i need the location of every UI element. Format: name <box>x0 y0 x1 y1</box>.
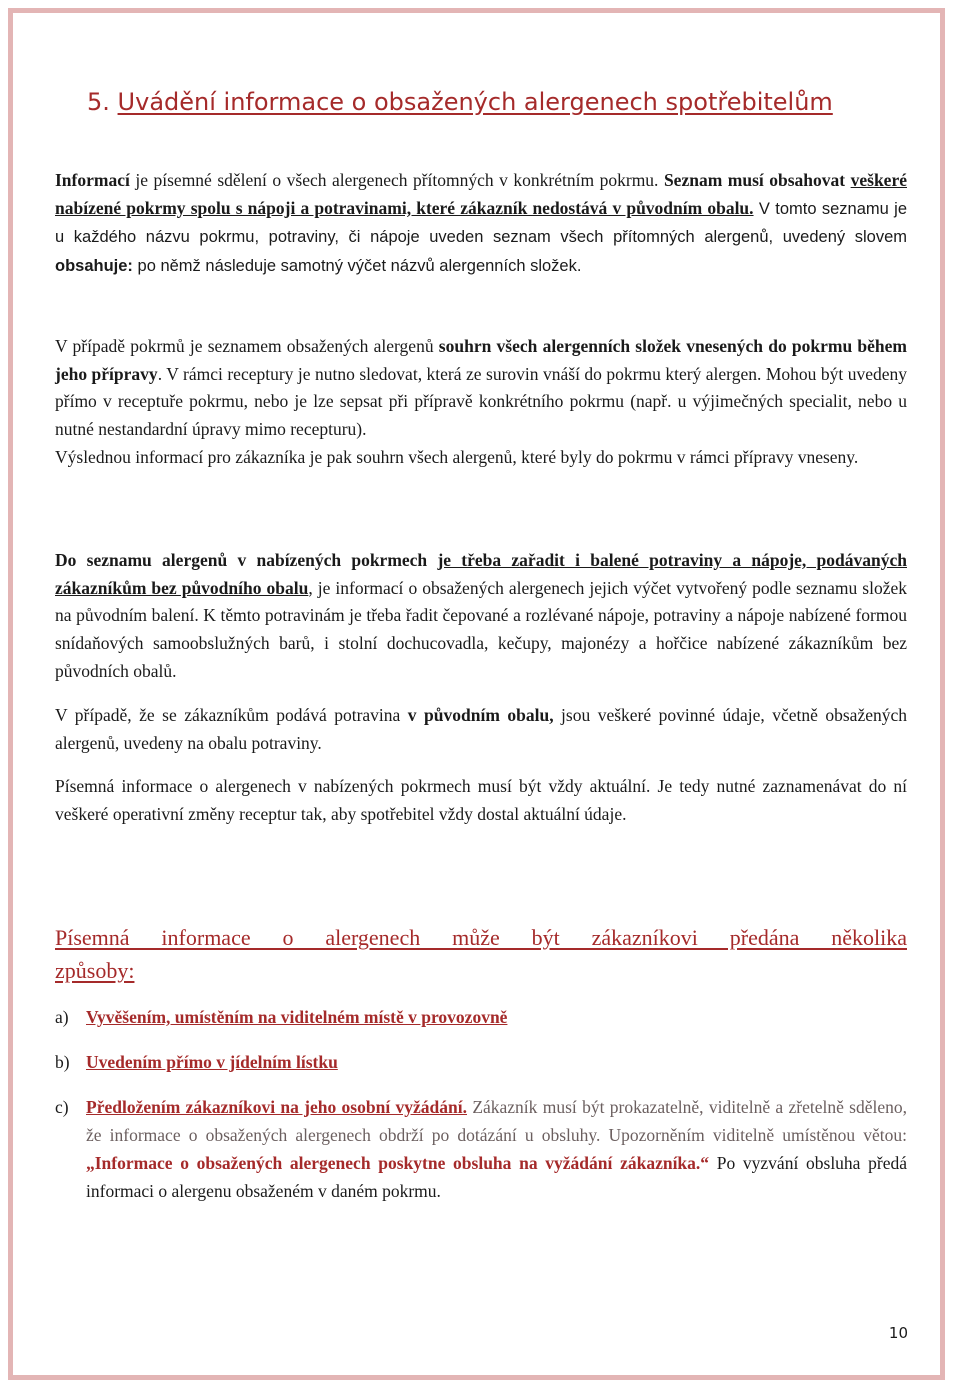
list-item-a <box>55 1003 907 1031</box>
quoted-notice: „Informace o obsažených alergenech poskytne obsluha na vyžádání zákazníka.“ <box>86 1153 710 1173</box>
bold-text: Do seznamu alergenů v nabízených pokrmech <box>55 550 438 570</box>
term-informaci: Informací <box>55 170 130 190</box>
list-marker: b) <box>55 1052 70 1072</box>
text: jsou veškeré povinné údaje, včetně obsažených alergenů, uvedeny na obalu potraviny. <box>55 705 907 753</box>
bold-text: souhrn všech alergenních složek vnesených do pokrmu během jeho přípravy <box>55 336 908 384</box>
list-item-lead: Předložením zákazníkovi na jeho osobní vyžádání. <box>86 1097 467 1117</box>
text: , je informací o obsažených alergenech jejich výčet vytvořený podle seznamu složek na původním balení. K těmto potravinám je třeba řadit čepované a rozlévané nápoje, potraviny a nápoje nabízené formou snídaňových samoobslužných barů, i stolní dochucovadla, kečupy, majonézy a hořčice nabízené zákazníkům bez původních obalů. <box>55 577 907 681</box>
underlined-bold-text: veškeré nabízené pokrmy spolu s nápoji a potravinami, které zákazník nedostává v původním obalu. <box>55 170 907 218</box>
paragraph-packaged-goods <box>55 547 907 686</box>
text: Výslednou informací pro zákazníka je pak souhrn všech alergenů, které byly do pokrmu v rámci přípravy vneseny. <box>55 446 859 467</box>
text: Zákazník musí být prokazatelně, viditelně a zřetelně sděleno, že informace o obsažených alergenech obdrží po dotázání u obsluhy. Upozorněním viditelně umístěnou větou: <box>86 1097 908 1145</box>
list-item-lead: Uvedením přímo v jídelním lístku <box>86 1052 338 1072</box>
text: . V rámci receptury je nutno sledovat, která ze surovin vnáší do pokrmu který alergen. Mohou být uvedeny přímo v receptuře pokrmu, nebo je lze sepsat při přípravě konkrétního pokrmu (např. u výjimečných specialit, nebo u nutné nestandardní úpravy mimo recepturu). <box>55 363 907 440</box>
text: po němž následuje samotný výčet názvů alergenních složek. <box>132 257 582 276</box>
bold-text: v původním obalu, <box>407 705 554 725</box>
text: je písemné sdělení o všech alergenech přítomných v konkrétním pokrmu. <box>129 170 664 190</box>
underlined-bold-text: je třeba zařadit i balené potraviny a nápoje, podávaných zákazníkům bez původního obalu <box>55 550 907 598</box>
bold-text: Seznam musí obsahovat <box>663 170 851 190</box>
list-marker: a) <box>55 1007 69 1027</box>
paragraph-up-to-date: Písemná informace o alergenech v nabízených pokrmech musí být vždy aktuální. Je tedy nutné zaznamenávat do ní veškeré operativní změny receptur tak, aby spotřebitel vždy dostal aktuální údaje. <box>55 776 907 824</box>
section-number: 5. <box>87 88 110 116</box>
subheading-ways <box>55 921 907 987</box>
list-item-lead: Vyvěšením, umístěním na viditelném místě v provozovně <box>86 1007 508 1027</box>
text: V případě pokrmů je seznamem obsažených alergenů <box>55 336 439 356</box>
paragraph-information-definition <box>55 167 907 281</box>
list-item-c <box>55 1093 907 1205</box>
list-item-b <box>55 1048 907 1076</box>
section-heading <box>87 88 833 116</box>
subheading-line-2: způsoby: <box>55 958 135 983</box>
text: V tomto seznamu je u každého názvu pokrmu, potraviny, či nápoje uveden seznam všech přítomných alergenů, uvedený slovem <box>55 199 907 247</box>
list-marker: c) <box>55 1097 69 1117</box>
paragraph-original-packaging <box>55 702 907 757</box>
text: Po vyzvání obsluha předá informaci o alergenu obsaženém v daném pokrmu. <box>86 1153 907 1201</box>
section-title: Uvádění informace o obsažených alergenech spotřebitelům <box>117 88 833 116</box>
page-number: 10 <box>888 1324 908 1342</box>
paragraph-dishes-allergens <box>55 333 907 472</box>
text: V případě, že se zákazníkům podává potravina <box>55 705 408 725</box>
subheading-line-1: Písemná informace o alergenech může být zákazníkovi předána několika <box>55 925 907 950</box>
keyword-obsahuje: obsahuje: <box>55 257 133 276</box>
